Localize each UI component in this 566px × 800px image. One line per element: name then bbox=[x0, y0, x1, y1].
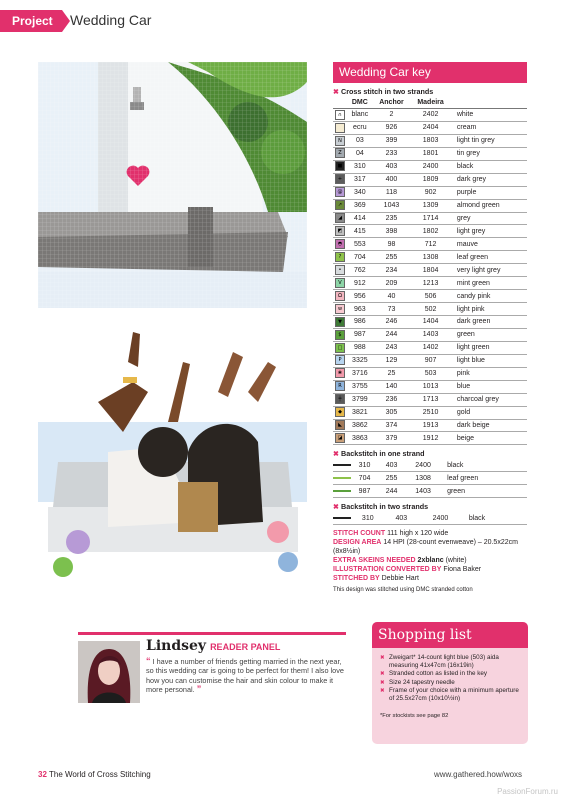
couple-car-photo bbox=[38, 322, 307, 585]
dmc-cell: 3821 bbox=[347, 406, 373, 419]
anchor-cell: 243 bbox=[373, 341, 411, 354]
dmc-cell: 704 bbox=[351, 472, 378, 485]
thread-symbol-icon: ↗ bbox=[335, 200, 345, 210]
name-cell: leaf green bbox=[451, 251, 527, 264]
shopping-title: Shopping list bbox=[372, 622, 528, 648]
cross-icon: ✖ bbox=[333, 449, 340, 459]
anchor-cell: 403 bbox=[378, 459, 405, 471]
info-label: ILLUSTRATION CONVERTED BY bbox=[333, 566, 442, 574]
anchor-cell: 209 bbox=[373, 277, 411, 290]
thread-symbol-icon: ◓ bbox=[335, 239, 345, 249]
cross-stitch-row bbox=[333, 316, 527, 329]
cross-stitch-row bbox=[333, 328, 527, 341]
symbol-cell bbox=[333, 367, 347, 380]
info-label: STITCH COUNT bbox=[333, 530, 386, 538]
info-value: 111 high x 120 wide bbox=[387, 530, 449, 538]
madeira-cell: 1213 bbox=[410, 277, 451, 290]
thread-symbol-icon: Z bbox=[335, 148, 345, 158]
madeira-cell: 1912 bbox=[410, 432, 451, 445]
name-cell: black bbox=[463, 512, 527, 524]
thread-symbol-icon: ◢ bbox=[335, 213, 345, 223]
anchor-cell: 246 bbox=[373, 316, 411, 329]
dmc-cell: 317 bbox=[347, 173, 373, 186]
anchor-cell: 403 bbox=[385, 512, 419, 524]
anchor-cell: 234 bbox=[373, 264, 411, 277]
name-cell: gold bbox=[451, 406, 527, 419]
cross-stitch-row bbox=[333, 121, 527, 134]
dmc-cell: 04 bbox=[347, 147, 373, 160]
cross-stitch-row bbox=[333, 147, 527, 160]
backstitch-line-icon bbox=[333, 490, 351, 492]
cross-icon: ✖ bbox=[333, 502, 340, 512]
info-label: EXTRA SKEINS NEEDED bbox=[333, 557, 416, 565]
anchor-cell: 255 bbox=[378, 472, 405, 485]
dmc-cell: 310 bbox=[351, 459, 378, 471]
cross-stitch-row bbox=[333, 109, 527, 122]
thread-symbol-icon: $ bbox=[335, 330, 345, 340]
thread-symbol-icon: + bbox=[335, 174, 345, 184]
dmc-cell: ecru bbox=[347, 121, 373, 134]
madeira-cell: 502 bbox=[410, 303, 451, 316]
thread-symbol-icon: w bbox=[335, 304, 345, 314]
stitch-count bbox=[333, 529, 527, 538]
backstitch-two-table bbox=[333, 512, 527, 525]
madeira-cell: 1801 bbox=[410, 147, 451, 160]
watermark: PassionForum.ru bbox=[497, 787, 558, 796]
section-label: Cross stitch in two strands bbox=[341, 87, 434, 96]
cross-stitch-row bbox=[333, 277, 527, 290]
dmc-cell: 986 bbox=[347, 316, 373, 329]
key-title: Wedding Car key bbox=[333, 62, 527, 83]
cross-stitch-heading bbox=[333, 86, 527, 97]
name-cell: green bbox=[451, 328, 527, 341]
backstitch-one-row bbox=[333, 459, 527, 471]
dmc-cell: 3755 bbox=[347, 380, 373, 393]
cross-stitch-row bbox=[333, 212, 527, 225]
symbol-cell bbox=[333, 225, 347, 238]
cross-stitch-row bbox=[333, 238, 527, 251]
col-name bbox=[451, 97, 527, 109]
name-cell: pink bbox=[451, 367, 527, 380]
madeira-cell: 902 bbox=[410, 186, 451, 199]
col-anchor: Anchor bbox=[373, 97, 411, 109]
symbol-cell bbox=[333, 316, 347, 329]
madeira-cell: 2404 bbox=[410, 121, 451, 134]
name-cell: candy pink bbox=[451, 290, 527, 303]
cross-stitch-row bbox=[333, 160, 527, 173]
name-cell: very light grey bbox=[451, 264, 527, 277]
anchor-cell: 40 bbox=[373, 290, 411, 303]
thread-symbol-icon: ■ bbox=[335, 161, 345, 171]
cross-stitch-row bbox=[333, 173, 527, 186]
anchor-cell: 255 bbox=[373, 251, 411, 264]
madeira-cell: 2400 bbox=[405, 459, 441, 471]
anchor-cell: 118 bbox=[373, 186, 411, 199]
madeira-cell: 1013 bbox=[410, 380, 451, 393]
dmc-cell: 310 bbox=[351, 512, 385, 524]
extra-skeins bbox=[333, 556, 527, 565]
backstitch-one-table bbox=[333, 459, 527, 498]
symbol-cell bbox=[333, 354, 347, 367]
symbol-cell bbox=[333, 406, 347, 419]
backstitch-line-icon bbox=[333, 464, 351, 466]
thread-symbol-icon: ◆ bbox=[335, 407, 345, 417]
dmc-cell: 414 bbox=[347, 212, 373, 225]
thread-symbol-icon: P bbox=[335, 355, 345, 365]
name-cell: light pink bbox=[451, 303, 527, 316]
info-suffix: (white) bbox=[445, 557, 467, 565]
dmc-cell: 762 bbox=[347, 264, 373, 277]
anchor-cell: 244 bbox=[373, 328, 411, 341]
stitched-by bbox=[333, 574, 527, 583]
shopping-list bbox=[372, 622, 528, 744]
symbol-cell bbox=[333, 109, 347, 122]
symbol-cell bbox=[333, 432, 347, 445]
name-cell: mauve bbox=[451, 238, 527, 251]
backstitch-one-row bbox=[333, 472, 527, 485]
anchor-cell: 129 bbox=[373, 354, 411, 367]
name-cell: black bbox=[451, 160, 527, 173]
symbol-cell bbox=[333, 290, 347, 303]
madeira-cell: 2510 bbox=[410, 406, 451, 419]
symbol-cell bbox=[333, 264, 347, 277]
symbol-cell bbox=[333, 251, 347, 264]
thread-symbol-icon: ◣ bbox=[335, 420, 345, 430]
quote-text: I have a number of friends getting married in the next year, so this wedding car is going to be perfect for them! I also love how you can customise the hair and skin colour to make it more personal. bbox=[146, 657, 344, 694]
name-cell: tin grey bbox=[451, 147, 527, 160]
thread-symbol-icon: ∩ bbox=[335, 110, 345, 120]
cross-stitch-row bbox=[333, 199, 527, 212]
thread-symbol-icon: □ bbox=[335, 343, 345, 353]
madeira-cell: 1402 bbox=[410, 341, 451, 354]
anchor-cell: 398 bbox=[373, 225, 411, 238]
thread-symbol-icon: Ω bbox=[335, 291, 345, 301]
avatar bbox=[78, 641, 140, 703]
cross-stitch-row bbox=[333, 186, 527, 199]
cross-stitch-row bbox=[333, 225, 527, 238]
section-label: Backstitch in one strand bbox=[341, 449, 425, 459]
dmc-cell: 03 bbox=[347, 134, 373, 147]
thread-symbol-icon: ╪ bbox=[335, 394, 345, 404]
madeira-cell: 1714 bbox=[410, 212, 451, 225]
chart-key bbox=[333, 62, 527, 595]
madeira-cell: 1403 bbox=[405, 485, 441, 498]
madeira-cell: 1713 bbox=[410, 393, 451, 406]
symbol-cell bbox=[333, 512, 351, 524]
symbol-cell bbox=[333, 134, 347, 147]
dmc-cell: 3862 bbox=[347, 419, 373, 432]
dmc-cell: blanc bbox=[347, 109, 373, 122]
name-cell: green bbox=[441, 485, 527, 498]
madeira-cell: 1803 bbox=[410, 134, 451, 147]
anchor-cell: 140 bbox=[373, 380, 411, 393]
backstitch-line-icon bbox=[333, 517, 351, 519]
thread-symbol-icon: R bbox=[335, 381, 345, 391]
info-label: STITCHED BY bbox=[333, 575, 380, 583]
illustration-credit bbox=[333, 565, 527, 574]
dmc-cell: 340 bbox=[347, 186, 373, 199]
anchor-cell: 1043 bbox=[373, 199, 411, 212]
symbol-cell bbox=[333, 186, 347, 199]
name-cell: purple bbox=[451, 186, 527, 199]
madeira-cell: 1809 bbox=[410, 173, 451, 186]
name-cell: light grey bbox=[451, 225, 527, 238]
col-madeira: Madeira bbox=[410, 97, 451, 109]
anchor-cell: 98 bbox=[373, 238, 411, 251]
name-cell: light blue bbox=[451, 354, 527, 367]
name-cell: light green bbox=[451, 341, 527, 354]
thread-symbol-icon: V bbox=[335, 278, 345, 288]
cross-stitch-row bbox=[333, 264, 527, 277]
anchor-cell: 374 bbox=[373, 419, 411, 432]
page-number: 32 bbox=[38, 770, 47, 779]
backstitch-one-heading bbox=[333, 448, 527, 459]
name-cell: grey bbox=[451, 212, 527, 225]
madeira-cell: 1404 bbox=[410, 316, 451, 329]
name-cell: light tin grey bbox=[451, 134, 527, 147]
backstitch-two-heading bbox=[333, 501, 527, 512]
anchor-cell: 236 bbox=[373, 393, 411, 406]
thread-symbol-icon: ▼ bbox=[335, 317, 345, 327]
madeira-cell: 1913 bbox=[410, 419, 451, 432]
info-value: Fiona Baker bbox=[443, 566, 482, 574]
project-info bbox=[333, 529, 527, 595]
symbol-cell bbox=[333, 160, 347, 173]
cross-stitch-row bbox=[333, 367, 527, 380]
madeira-cell: 2400 bbox=[418, 512, 463, 524]
section-label: Backstitch in two strands bbox=[341, 502, 429, 512]
madeira-cell: 2400 bbox=[410, 160, 451, 173]
dmc-cell: 415 bbox=[347, 225, 373, 238]
car-back-photo bbox=[38, 62, 307, 308]
thread-symbol-icon: • bbox=[335, 265, 345, 275]
anchor-cell: 233 bbox=[373, 147, 411, 160]
dmc-cell: 988 bbox=[347, 341, 373, 354]
dmc-cell: 987 bbox=[347, 328, 373, 341]
shopping-item: ✖ Frame of your choice with a minimum aperture of 25.5x27cm (10x10½in) bbox=[380, 687, 522, 703]
name-cell: beige bbox=[451, 432, 527, 445]
info-value: 2xblanc bbox=[417, 557, 444, 565]
info-value: 14 HPI (28-count evenweave) – 20.5x22cm (8x8½in) bbox=[333, 539, 518, 556]
symbol-cell bbox=[333, 173, 347, 186]
anchor-cell: 926 bbox=[373, 121, 411, 134]
cross-stitch-row bbox=[333, 134, 527, 147]
madeira-cell: 506 bbox=[410, 290, 451, 303]
symbol-cell bbox=[333, 328, 347, 341]
symbol-cell bbox=[333, 303, 347, 316]
cross-stitch-table bbox=[333, 97, 527, 445]
backstitch-one-row bbox=[333, 485, 527, 498]
symbol-cell bbox=[333, 459, 351, 471]
madeira-cell: 2402 bbox=[410, 109, 451, 122]
name-cell: dark green bbox=[451, 316, 527, 329]
dmc-cell: 987 bbox=[351, 485, 378, 498]
cross-stitch-row bbox=[333, 393, 527, 406]
cross-stitch-row bbox=[333, 341, 527, 354]
thread-symbol-icon: ◪ bbox=[335, 433, 345, 443]
symbol-cell bbox=[333, 212, 347, 225]
anchor-cell: 305 bbox=[373, 406, 411, 419]
dmc-cell: 956 bbox=[347, 290, 373, 303]
name-cell: dark beige bbox=[451, 419, 527, 432]
name-cell: dark grey bbox=[451, 173, 527, 186]
dmc-cell: 912 bbox=[347, 277, 373, 290]
anchor-cell: 399 bbox=[373, 134, 411, 147]
design-area bbox=[333, 538, 527, 556]
info-value: Debbie Hart bbox=[381, 575, 419, 583]
anchor-cell: 235 bbox=[373, 212, 411, 225]
anchor-cell: 2 bbox=[373, 109, 411, 122]
madeira-cell: 1308 bbox=[405, 472, 441, 485]
madeira-cell: 1308 bbox=[410, 251, 451, 264]
name-cell: mint green bbox=[451, 277, 527, 290]
reader-quote bbox=[146, 657, 348, 694]
name-cell: charcoal grey bbox=[451, 393, 527, 406]
cross-stitch-row bbox=[333, 290, 527, 303]
symbol-cell bbox=[333, 380, 347, 393]
shopping-items bbox=[372, 654, 528, 703]
backstitch-two-row bbox=[333, 512, 527, 524]
site-url[interactable]: www.gathered.how/woxs bbox=[434, 770, 523, 779]
anchor-cell: 403 bbox=[373, 160, 411, 173]
name-cell: leaf green bbox=[441, 472, 527, 485]
dmc-cell: 3325 bbox=[347, 354, 373, 367]
dmc-cell: 704 bbox=[347, 251, 373, 264]
name-cell: white bbox=[451, 109, 527, 122]
name-cell: cream bbox=[451, 121, 527, 134]
magazine-name: The World of Cross Stitching bbox=[48, 770, 151, 779]
col-dmc: DMC bbox=[347, 97, 373, 109]
dmc-cell: 3716 bbox=[347, 367, 373, 380]
symbol-cell bbox=[333, 472, 351, 485]
anchor-cell: 73 bbox=[373, 303, 411, 316]
symbol-cell bbox=[333, 419, 347, 432]
reader-first-name: Lindsey bbox=[146, 638, 207, 654]
dmc-cell: 553 bbox=[347, 238, 373, 251]
reader-name bbox=[146, 638, 280, 654]
symbol-cell bbox=[333, 199, 347, 212]
madeira-cell: 907 bbox=[410, 354, 451, 367]
dmc-cell: 3799 bbox=[347, 393, 373, 406]
name-cell: blue bbox=[451, 380, 527, 393]
cross-stitch-row bbox=[333, 354, 527, 367]
shopping-item: ✖ Size 24 tapestry needle bbox=[380, 679, 522, 687]
stockist-note: *For stockists see page 82 bbox=[380, 713, 449, 720]
dmc-cell: 963 bbox=[347, 303, 373, 316]
symbol-cell bbox=[333, 121, 347, 134]
madeira-cell: 1309 bbox=[410, 199, 451, 212]
symbol-cell bbox=[333, 393, 347, 406]
name-cell: almond green bbox=[451, 199, 527, 212]
thread-symbol-icon: ❀ bbox=[335, 368, 345, 378]
cross-stitch-row bbox=[333, 432, 527, 445]
col-symbol bbox=[333, 97, 347, 109]
page-title: Wedding Car bbox=[70, 12, 152, 28]
symbol-cell bbox=[333, 485, 351, 498]
symbol-cell bbox=[333, 277, 347, 290]
anchor-cell: 379 bbox=[373, 432, 411, 445]
reader-panel bbox=[78, 632, 346, 694]
madeira-cell: 1804 bbox=[410, 264, 451, 277]
cross-icon: ✖ bbox=[333, 87, 340, 96]
reader-panel-label: READER PANEL bbox=[210, 642, 281, 652]
dmc-cell: 310 bbox=[347, 160, 373, 173]
thread-symbol-icon: ◩ bbox=[335, 226, 345, 236]
info-label: DESIGN AREA bbox=[333, 539, 382, 547]
open-quote-icon: “ bbox=[146, 656, 151, 666]
page-footer bbox=[38, 770, 151, 779]
madeira-cell: 503 bbox=[410, 367, 451, 380]
thread-symbol-icon: ? bbox=[335, 252, 345, 262]
symbol-cell bbox=[333, 147, 347, 160]
anchor-cell: 244 bbox=[378, 485, 405, 498]
close-quote-icon: ” bbox=[196, 683, 202, 694]
shopping-item: ✖ Zweigart* 14-count light blue (503) aida measuring 41x47cm (16x19in) bbox=[380, 654, 522, 670]
madeira-cell: 1403 bbox=[410, 328, 451, 341]
cross-stitch-row bbox=[333, 303, 527, 316]
backstitch-line-icon bbox=[333, 477, 351, 479]
symbol-cell bbox=[333, 341, 347, 354]
anchor-cell: 25 bbox=[373, 367, 411, 380]
cross-stitch-row bbox=[333, 419, 527, 432]
dmc-cell: 369 bbox=[347, 199, 373, 212]
thread-symbol-icon: @ bbox=[335, 187, 345, 197]
thread-symbol-icon: N bbox=[335, 136, 345, 146]
section-tab: Project bbox=[0, 10, 62, 32]
thread-note: This design was stitched using DMC stranded cotton bbox=[333, 587, 473, 594]
cross-stitch-row bbox=[333, 251, 527, 264]
thread-symbol-icon bbox=[335, 123, 345, 133]
cross-stitch-row bbox=[333, 380, 527, 393]
dmc-cell: 3863 bbox=[347, 432, 373, 445]
name-cell: black bbox=[441, 459, 527, 471]
symbol-cell bbox=[333, 238, 347, 251]
shopping-item: ✖ Stranded cotton as listed in the key bbox=[380, 670, 522, 678]
anchor-cell: 400 bbox=[373, 173, 411, 186]
cross-stitch-row bbox=[333, 406, 527, 419]
madeira-cell: 1802 bbox=[410, 225, 451, 238]
madeira-cell: 712 bbox=[410, 238, 451, 251]
